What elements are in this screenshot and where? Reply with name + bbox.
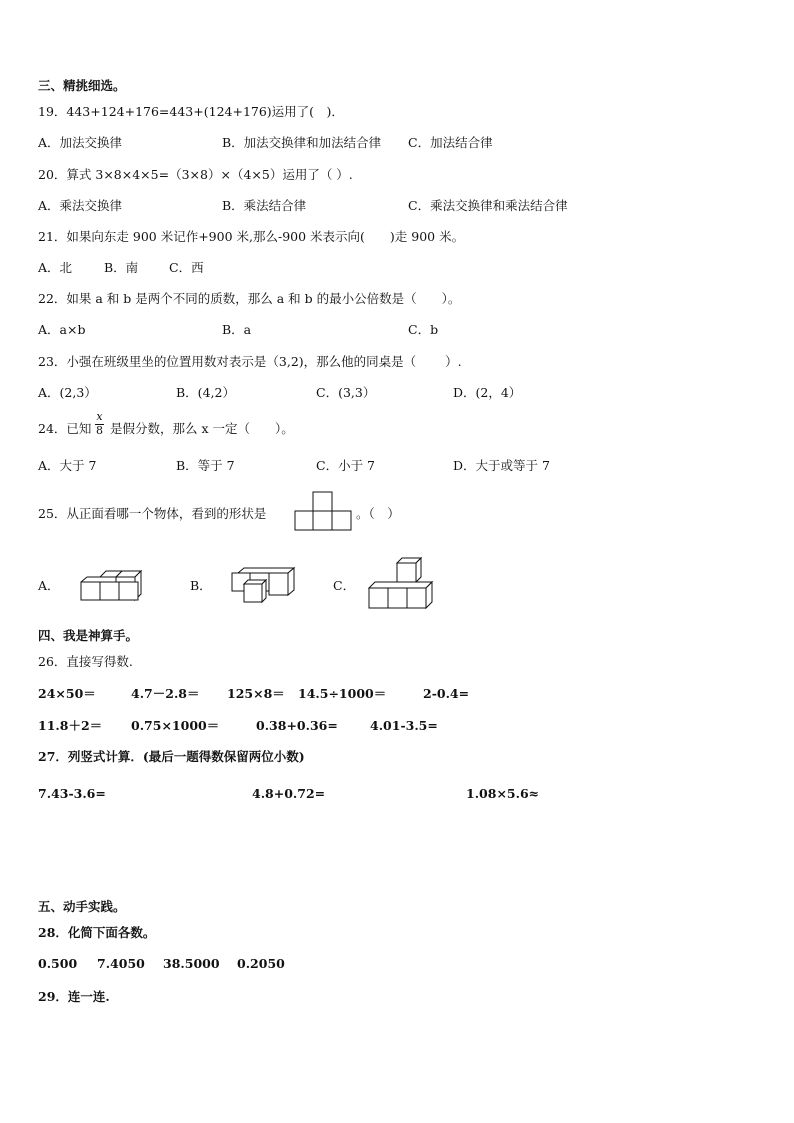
q20-option-b[interactable]: B．乘法结合律 [222,198,307,213]
question-26-stem: 26．直接写得数. [38,654,133,669]
cube-b-side [288,568,294,595]
cube-c-row-top [369,582,432,588]
q25-option-b-figure[interactable] [228,567,302,607]
cube-a-front-1 [81,582,100,600]
q24-option-c[interactable]: C．小于 7 [316,458,375,473]
cube-c-top-front [397,563,416,582]
q26-item-4: 14.5÷1000＝ [298,686,387,701]
q20-option-a[interactable]: A．乘法交换律 [38,198,123,213]
question-28-stem: 28．化简下面各数。 [38,925,156,940]
q27-item-3: 1.08×5.6≈ [466,786,540,801]
q26-item-5: 2-0.4= [423,686,470,701]
question-24-stem-pre: 24．已知 [38,421,92,436]
question-25-stem-post: 。（ ） [356,506,400,521]
question-23-stem: 23．小强在班级里坐的位置用数对表示是（3,2)，那么他的同桌是（ ）. [38,354,462,369]
q22-option-a[interactable]: A．a×b [38,322,86,337]
fraction-numerator: x [96,410,103,423]
question-19-stem: 19．443+124+176=443+(124+176)运用了( )． [38,104,344,119]
front-view-bottom-left-square [295,511,314,530]
fraction-denominator: 8 [96,424,103,437]
question-24-stem-post: 是假分数，那么 x 一定（ ）。 [110,421,294,436]
q23-option-a[interactable]: A．(2,3） [38,385,97,400]
section-4-title: 四、我是神算手。 [38,628,139,643]
q25-option-c-figure[interactable] [366,555,438,611]
question-29-stem: 29．连一连. [38,989,110,1004]
q21-option-b[interactable]: B．南 [104,260,139,275]
q26-item-3: 125×8＝ [227,686,285,701]
q24-option-d[interactable]: D．大于或等于 7 [453,458,550,473]
q28-item-3: 38.5000 [163,956,220,971]
front-view-top-square [313,492,332,511]
question-22-stem: 22．如果 a 和 b 是两个不同的质数，那么 a 和 b 的最小公倍数是（ ）。 [38,291,461,306]
q27-item-1: 7.43-3.6= [38,786,106,801]
cube-a-front-2 [100,582,119,600]
q25-option-a-label[interactable]: A． [38,578,60,593]
q19-option-b[interactable]: B．加法交换律和加法结合律 [222,135,382,150]
q26-item-1: 24×50＝ [38,686,96,701]
q28-item-2: 7.4050 [97,956,145,971]
q22-option-c[interactable]: C．b [408,322,439,337]
question-20-stem: 20．算式 3×8×4×5=（3×8）×（4×5）运用了（ ）. [38,167,353,182]
q26-item-7: 0.75×1000＝ [131,718,220,733]
cube-b-front [244,584,262,602]
q26-item-2: 4.7－2.8＝ [131,686,200,701]
question-27-stem: 27．列竖式计算．(最后一题得数保留两位小数) [38,749,305,764]
cube-c-top-side [416,558,421,582]
q23-option-c[interactable]: C．(3,3） [316,385,376,400]
fraction-x-over-8 [95,412,104,436]
front-view-bottom-right-square [332,511,351,530]
q26-item-9: 4.01-3.5= [370,718,438,733]
q23-option-b[interactable]: B．(4,2） [176,385,235,400]
q23-option-d[interactable]: D．(2，4） [453,385,522,400]
cube-c-front-3 [407,588,426,608]
cube-b-front-side [262,580,266,602]
q24-option-b[interactable]: B．等于 7 [176,458,235,473]
question-25-stem: 25．从正面看哪一个物体，看到的形状是 [38,506,267,521]
question-21-stem: 21．如果向东走 900 米记作+900 米,那么-900 米表示向( )走 900 米。 [38,229,465,244]
front-view-bottom-middle-square [313,511,332,530]
section-5-title: 五、动手实践。 [38,899,126,914]
q28-item-4: 0.2050 [237,956,285,971]
q28-item-1: 0.500 [38,956,78,971]
q26-item-8: 0.38+0.36= [256,718,338,733]
q19-option-a[interactable]: A．加法交换律 [38,135,123,150]
q25-option-b-label[interactable]: B． [190,578,212,593]
section-3-title: 三、精挑细选。 [38,78,126,93]
cube-b-back-3 [269,573,288,595]
q26-item-6: 11.8＋2＝ [38,718,103,733]
q22-option-b[interactable]: B．a [222,322,252,337]
q19-option-c[interactable]: C．加法结合律 [408,135,493,150]
q24-option-a[interactable]: A．大于 7 [38,458,97,473]
cube-c-front-2 [388,588,407,608]
q25-option-a-figure[interactable] [78,565,160,605]
q21-option-c[interactable]: C．西 [169,260,204,275]
cube-a-back-strip [116,577,135,582]
q27-item-2: 4.8+0.72= [252,786,326,801]
q21-option-a[interactable]: A．北 [38,260,73,275]
q25-option-c-label[interactable]: C． [333,578,356,593]
cube-b-top [238,568,294,573]
cube-c-front-1 [369,588,388,608]
cube-a-front-3 [119,582,138,600]
q20-option-c[interactable]: C．乘法交换律和乘法结合律 [408,198,568,213]
front-view-shape-figure [294,491,354,531]
